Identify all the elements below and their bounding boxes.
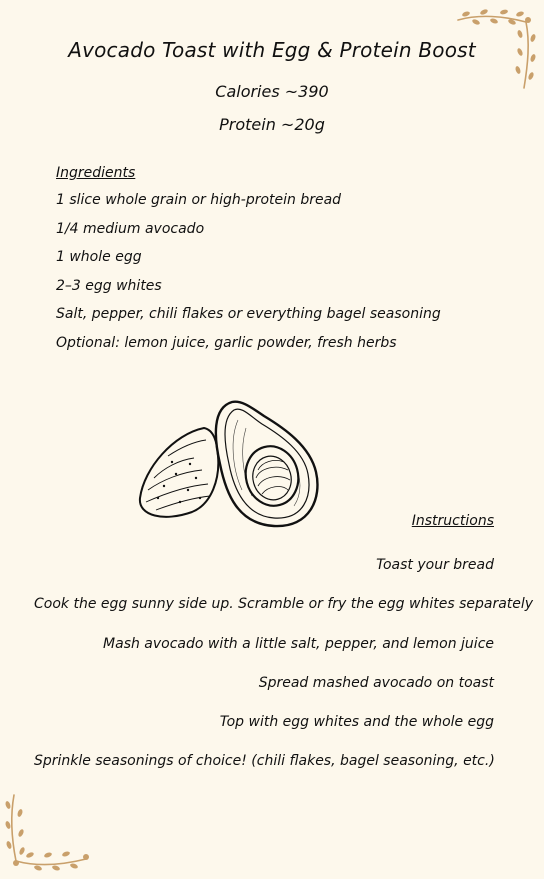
calories-label: Calories ~390 — [215, 82, 329, 101]
ingredient-item: Salt, pepper, chili flakes or everything bagel seasoning — [56, 306, 441, 322]
instruction-step: Top with egg whites and the whole egg — [219, 714, 494, 731]
instruction-step: Sprinkle seasonings of choice! (chili flakes, bagel seasoning, etc.) — [34, 753, 495, 770]
instruction-step: Mash avocado with a little salt, pepper, and lemon juice — [103, 635, 494, 652]
ingredients-heading: Ingredients — [56, 165, 136, 181]
ingredient-item: 2–3 egg whites — [56, 277, 162, 294]
instruction-step: Toast your bread — [376, 557, 494, 573]
instructions-heading: Instructions — [411, 513, 494, 529]
ingredient-item: 1 slice whole grain or high-protein bread — [56, 192, 342, 208]
recipe-title: Avocado Toast with Egg & Protein Boost — [68, 38, 476, 62]
floral-branch-icon — [4, 791, 90, 871]
instruction-step: Spread mashed avocado on toast — [258, 674, 494, 691]
protein-label: Protein ~20g — [219, 115, 325, 134]
ingredient-item: 1 whole egg — [56, 249, 142, 265]
instruction-step: Cook the egg sunny side up. Scramble or fry the egg whites separately — [34, 596, 534, 613]
ingredient-item: 1/4 medium avocado — [56, 220, 205, 237]
instructions-section — [34, 508, 534, 782]
ingredients-section — [56, 160, 496, 357]
ingredient-item: Optional: lemon juice, garlic powder, fresh herbs — [56, 334, 397, 351]
